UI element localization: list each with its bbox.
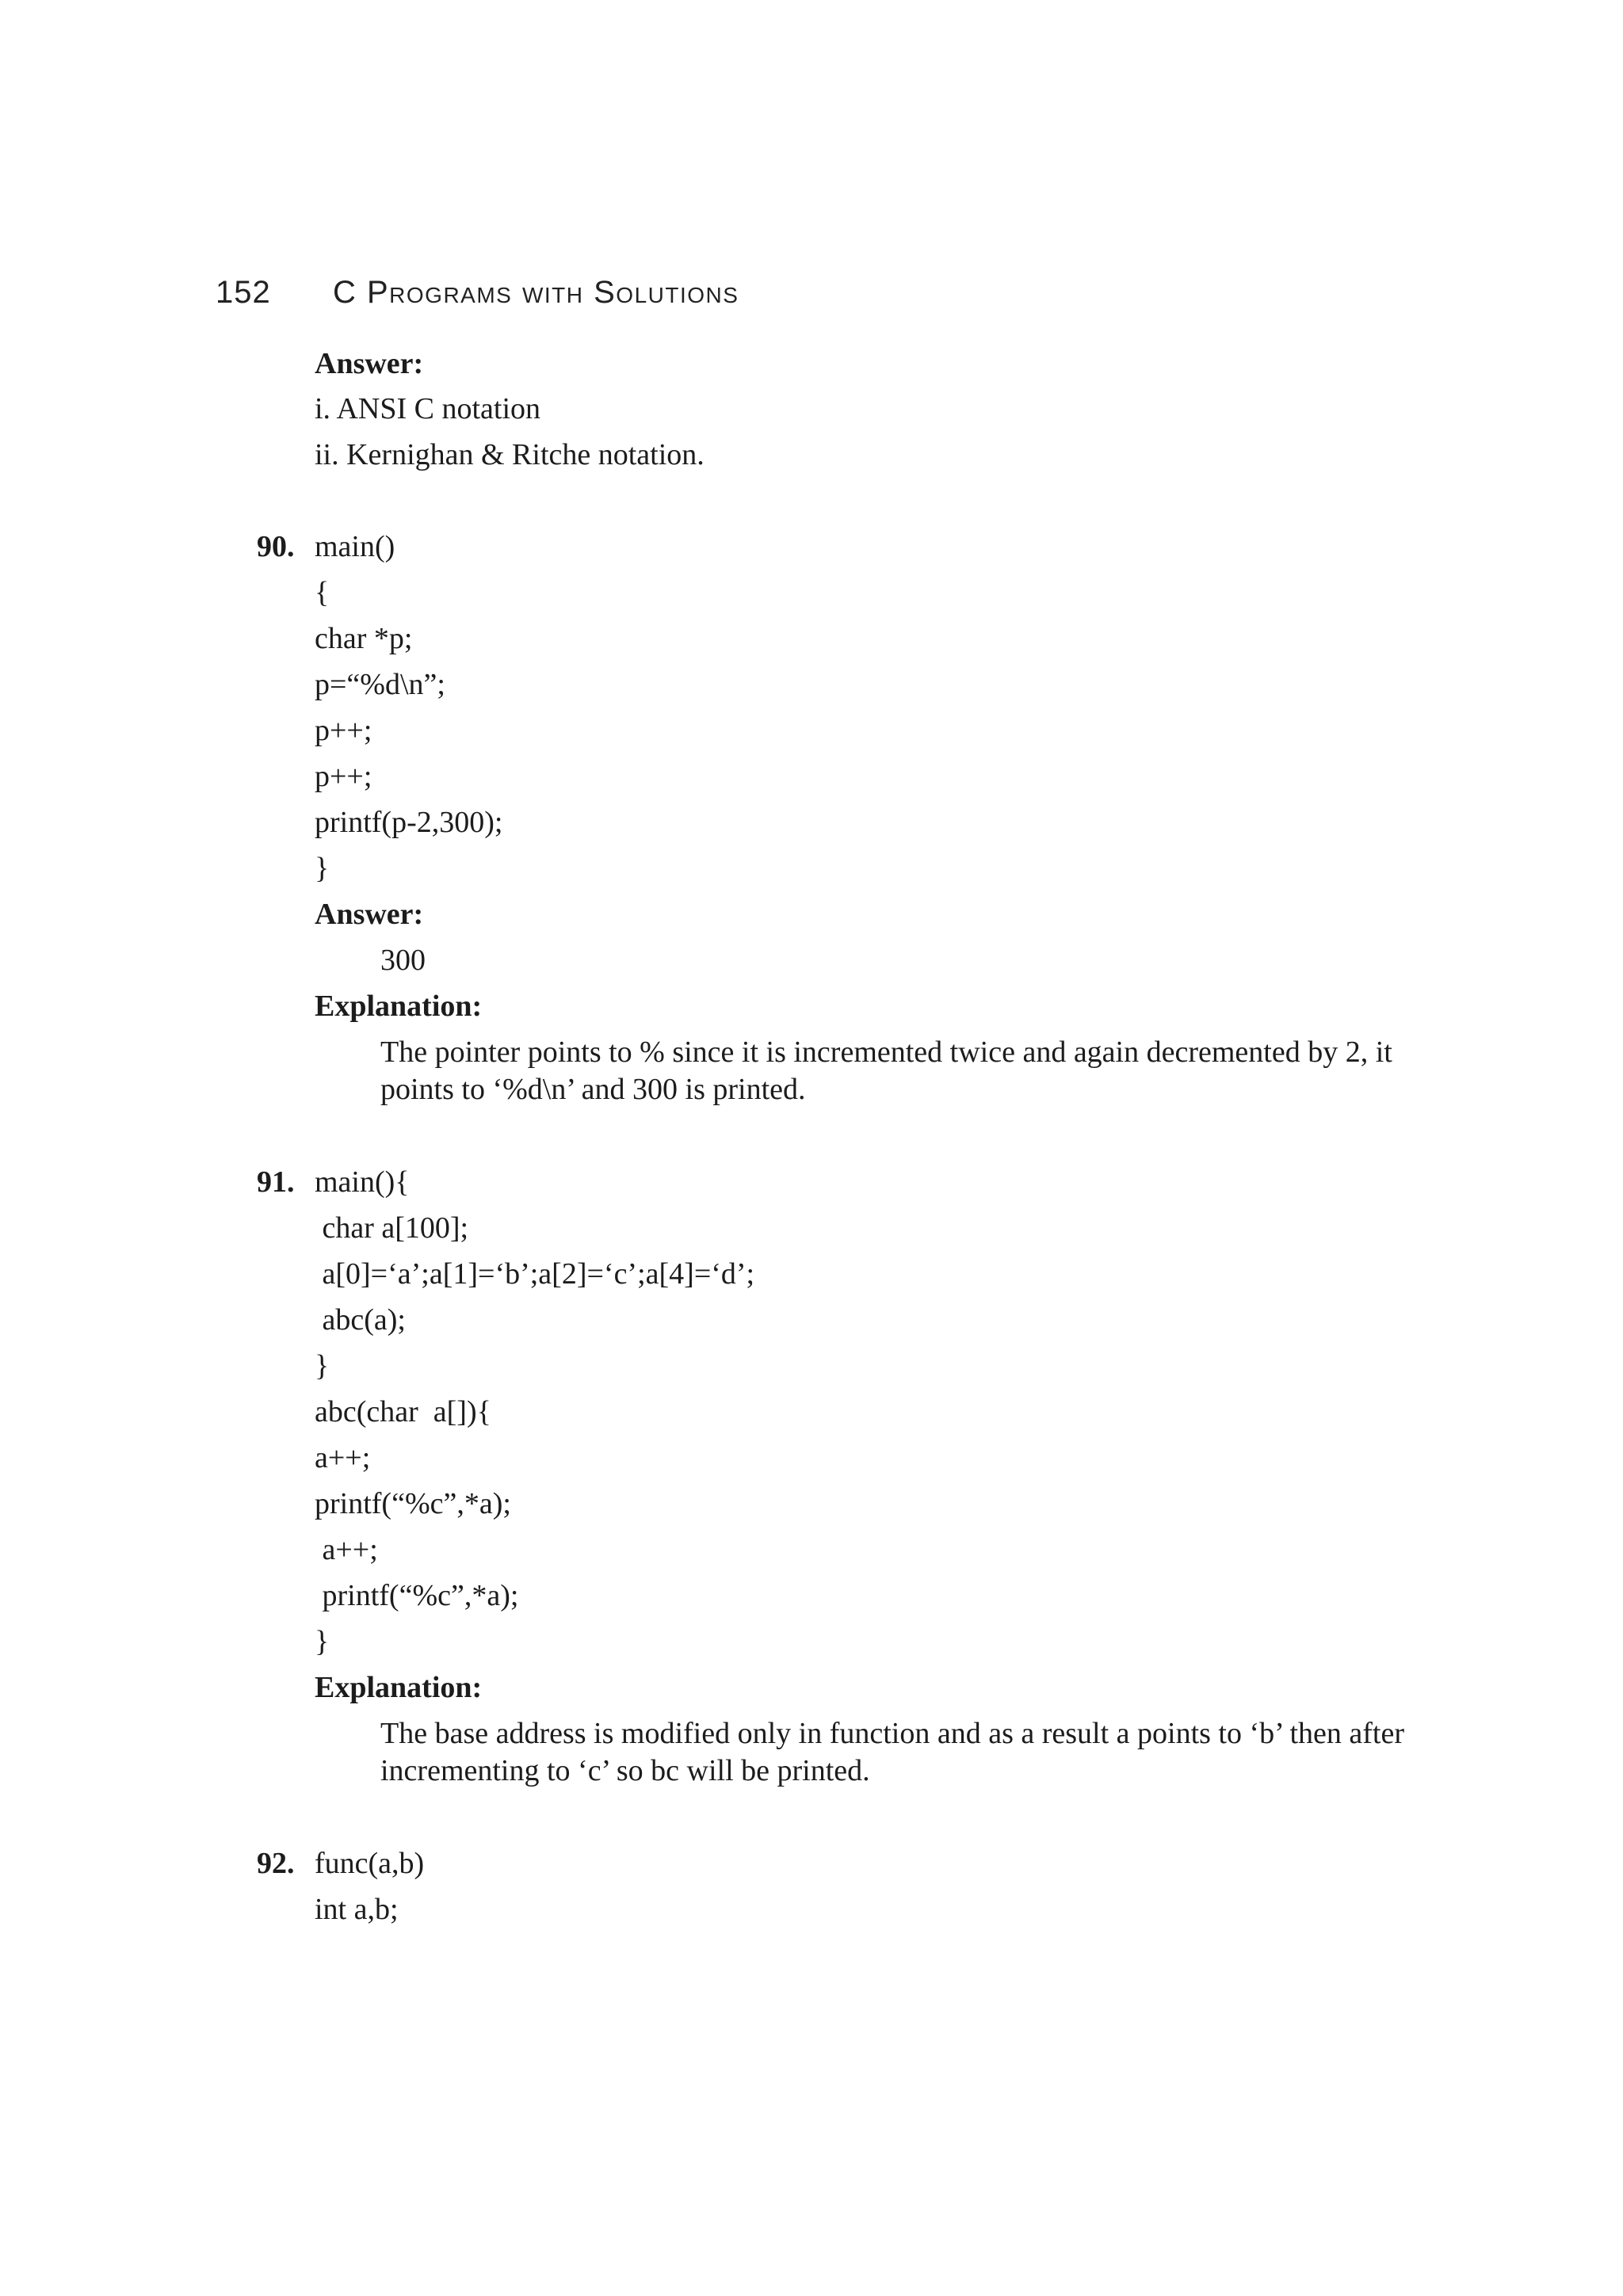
- code-line: main(){: [315, 1165, 410, 1199]
- explanation-line: The base address is modified only in function and as a result a points to ‘b’ then after: [380, 1717, 1404, 1750]
- running-header: [216, 275, 739, 311]
- explanation-line: The pointer points to % since it is incremented twice and again decremented by 2, it: [380, 1035, 1392, 1069]
- code-line: abc(a);: [315, 1303, 406, 1337]
- code-line: }: [315, 852, 330, 885]
- code-line: }: [315, 1625, 330, 1658]
- code-line: p++;: [315, 714, 372, 747]
- code-line: main(): [315, 530, 395, 563]
- code-line: }: [315, 1349, 330, 1383]
- code-line: printf(“%c”,*a);: [315, 1579, 519, 1612]
- code-line: abc(char a[]){: [315, 1395, 491, 1428]
- answer-label: Answer:: [315, 898, 424, 931]
- code-line: char a[100];: [315, 1211, 469, 1245]
- code-line: a++;: [315, 1441, 371, 1474]
- code-line: char *p;: [315, 622, 413, 655]
- explanation-line: incrementing to ‘c’ so bc will be printed.: [380, 1754, 870, 1787]
- code-line: a++;: [315, 1533, 378, 1566]
- explanation-label: Explanation:: [315, 1671, 483, 1704]
- code-line: p=“%d\n”;: [315, 668, 445, 701]
- explanation-line: points to ‘%d\n’ and 300 is printed.: [380, 1073, 806, 1106]
- code-line: {: [315, 576, 330, 609]
- code-line: p++;: [315, 760, 372, 793]
- code-line: a[0]=‘a’;a[1]=‘b’;a[2]=‘c’;a[4]=‘d’;: [315, 1257, 755, 1291]
- answer-line: ii. Kernighan & Ritche notation.: [315, 438, 705, 471]
- code-line: func(a,b): [315, 1847, 425, 1880]
- explanation-label: Explanation:: [315, 990, 483, 1023]
- code-line: printf(“%c”,*a);: [315, 1487, 511, 1520]
- running-title: C Programs with Solutions: [333, 275, 739, 310]
- code-line: int a,b;: [315, 1893, 399, 1926]
- question-number: 91.: [257, 1165, 295, 1199]
- code-line: printf(p-2,300);: [315, 806, 503, 839]
- page-number: 152: [216, 275, 271, 310]
- answer-value: 300: [380, 944, 426, 977]
- answer-line: i. ANSI C notation: [315, 392, 541, 425]
- answer-label: Answer:: [315, 347, 424, 380]
- question-number: 90.: [257, 530, 295, 563]
- question-number: 92.: [257, 1847, 295, 1880]
